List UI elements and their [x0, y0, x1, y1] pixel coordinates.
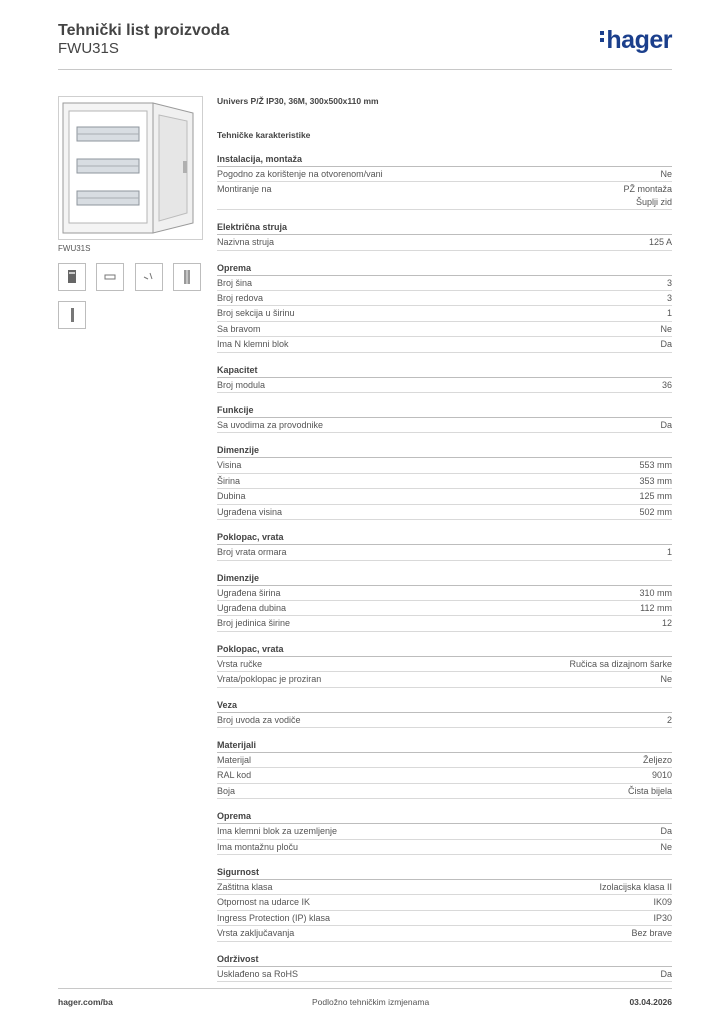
spec-row — [217, 840, 672, 855]
spec-label: Sa bravom — [217, 323, 261, 334]
spec-value: Željezo — [642, 754, 672, 765]
spec-row — [217, 911, 672, 926]
hager-logo — [600, 26, 672, 55]
spec-label: Ugrađena dubina — [217, 602, 287, 613]
spec-label: Broj vrata ormara — [217, 547, 287, 558]
spec-group — [217, 443, 672, 520]
spec-value: 502 mm — [639, 506, 672, 517]
spec-label: Broj redova — [217, 293, 264, 304]
spec-row — [217, 713, 672, 728]
spec-row — [217, 291, 672, 306]
spec-group — [217, 738, 672, 799]
group-title: Veza — [217, 698, 672, 713]
spec-row — [217, 182, 672, 210]
spec-row — [217, 378, 672, 393]
spec-row — [217, 545, 672, 560]
side-view-icon[interactable] — [96, 263, 124, 291]
spec-label: Širina — [217, 475, 241, 486]
spec-row — [217, 235, 672, 250]
spec-label: Ingress Protection (IP) klasa — [217, 912, 331, 923]
spec-row — [217, 586, 672, 601]
spec-value: Ručica sa dizajnom šarke — [569, 658, 672, 669]
spec-group — [217, 403, 672, 433]
spec-label: Ugrađena visina — [217, 506, 283, 517]
spec-row — [217, 657, 672, 672]
spec-row — [217, 276, 672, 291]
group-title: Dimenzije — [217, 443, 672, 458]
spec-label: Broj uvoda za vodiče — [217, 714, 301, 725]
spec-value: Čista bijela — [627, 785, 672, 796]
group-title: Kapacitet — [217, 363, 672, 378]
spec-group — [217, 152, 672, 210]
spec-value: 1 — [666, 308, 672, 319]
spec-label: Montiranje na — [217, 184, 272, 195]
spec-row — [217, 505, 672, 520]
spec-value: Ne — [660, 169, 672, 179]
spec-value: Da — [660, 826, 672, 837]
group-title: Održivost — [217, 952, 672, 967]
spec-row — [217, 322, 672, 337]
spec-label: Ugrađena širina — [217, 587, 281, 598]
spec-row — [217, 306, 672, 321]
spec-value: 353 mm — [639, 475, 672, 486]
spec-row — [217, 967, 672, 982]
spec-label: Dubina — [217, 491, 246, 502]
spec-content — [217, 92, 672, 982]
spec-group — [217, 809, 672, 855]
spec-label: Broj modula — [217, 379, 266, 390]
spec-label: Sa uvodima za provodnike — [217, 420, 324, 431]
group-title: Oprema — [217, 261, 672, 276]
spec-row — [217, 167, 672, 182]
product-code: FWU31S — [58, 40, 119, 57]
cabinet-illustration — [59, 97, 202, 239]
footer-divider — [58, 988, 672, 989]
detail-icon[interactable] — [58, 301, 86, 329]
spec-label: Otpornost na udarce IK — [217, 897, 311, 908]
spec-groups — [217, 152, 672, 982]
spec-label: Ima montažnu ploču — [217, 841, 299, 852]
group-title: Materijali — [217, 738, 672, 753]
group-title: Oprema — [217, 809, 672, 824]
spec-row — [217, 616, 672, 631]
group-title: Dimenzije — [217, 571, 672, 586]
spec-value: 1 — [666, 547, 672, 558]
spec-row — [217, 474, 672, 489]
spec-row — [217, 895, 672, 910]
spec-value: 553 mm — [639, 460, 672, 471]
spec-row — [217, 784, 672, 799]
spec-group — [217, 642, 672, 688]
spec-row — [217, 880, 672, 895]
spec-value: 125 A — [648, 237, 672, 248]
spec-label: Materijal — [217, 754, 252, 765]
spec-value: Da — [660, 420, 672, 431]
group-title: Funkcije — [217, 403, 672, 418]
spec-value: Da — [660, 968, 672, 979]
spec-group — [217, 952, 672, 982]
group-title: Instalacija, montaža — [217, 152, 672, 167]
spec-value: 12 — [661, 618, 672, 629]
spec-group — [217, 220, 672, 250]
group-title: Sigurnost — [217, 865, 672, 880]
spec-value: IK09 — [653, 897, 672, 908]
spec-value: IP30 — [653, 912, 672, 923]
spec-value: 125 mm — [639, 491, 672, 502]
spec-row — [217, 768, 672, 783]
spec-value: 36 — [661, 379, 672, 390]
spec-label: RAL kod — [217, 770, 252, 781]
spec-label: Usklađeno sa RoHS — [217, 968, 299, 979]
page-title: Tehnički list proizvoda — [58, 22, 230, 39]
spec-group — [217, 571, 672, 632]
spec-row — [217, 926, 672, 941]
spec-row — [217, 489, 672, 504]
spec-value: 3 — [666, 293, 672, 304]
spec-value: 112 mm — [640, 602, 672, 613]
group-title: Poklopac, vrata — [217, 642, 672, 657]
image-caption: FWU31S — [58, 244, 91, 253]
spec-label: Nazivna struja — [217, 237, 275, 248]
spec-group — [217, 363, 672, 393]
spec-group — [217, 530, 672, 560]
spec-label: Vrata/poklopac je proziran — [217, 674, 322, 685]
spec-value: Da — [660, 339, 672, 350]
spec-label: Ima N klemni blok — [217, 339, 289, 350]
spec-value: Ne — [660, 323, 672, 334]
header-divider — [58, 69, 672, 70]
spec-label: Broj jedinica širine — [217, 618, 291, 629]
spec-label: Ima klemni blok za uzemljenje — [217, 826, 338, 837]
spec-value: PŽ montaža Šuplji zid — [623, 184, 672, 207]
spec-label: Pogodno za korištenje na otvorenom/vani — [217, 169, 383, 179]
spec-value: Ne — [660, 841, 672, 852]
spec-value: Ne — [660, 674, 672, 685]
spec-row — [217, 601, 672, 616]
characteristics-heading: Tehničke karakteristike — [217, 130, 311, 140]
spec-group — [217, 865, 672, 942]
footer-website: hager.com/ba — [58, 997, 113, 1007]
spec-label: Boja — [217, 785, 236, 796]
spec-row — [217, 458, 672, 473]
group-title: Električna struja — [217, 220, 672, 235]
footer-date: 03.04.2026 — [629, 997, 672, 1007]
spec-value: 310 mm — [639, 587, 672, 598]
spec-label: Zaštitna klasa — [217, 881, 273, 892]
spec-value: 9010 — [651, 770, 672, 781]
logo-text: hager — [606, 26, 672, 54]
spec-label: Vrsta ručke — [217, 658, 263, 669]
spec-value: Izolacijska klasa II — [599, 881, 672, 892]
spec-group — [217, 261, 672, 353]
spec-group — [217, 698, 672, 728]
spec-row — [217, 753, 672, 768]
spec-label: Vrsta zaključavanja — [217, 928, 295, 939]
footer-disclaimer: Podložno tehničkim izmjenama — [312, 997, 430, 1007]
spec-value: 3 — [666, 277, 672, 288]
spec-label: Broj šina — [217, 277, 253, 288]
spec-label: Broj sekcija u širinu — [217, 308, 295, 319]
spec-row — [217, 672, 672, 687]
spec-value: 2 — [666, 714, 672, 725]
front-view-icon[interactable] — [58, 263, 86, 291]
spec-value: Bez brave — [631, 928, 672, 939]
spec-row — [217, 418, 672, 433]
product-image[interactable] — [58, 96, 203, 240]
group-title: Poklopac, vrata — [217, 530, 672, 545]
product-description: Univers P/Ž IP30, 36M, 300x500x110 mm — [217, 96, 379, 106]
drawing-icon[interactable] — [173, 263, 201, 291]
spec-row — [217, 824, 672, 839]
mounting-icon[interactable] — [135, 263, 163, 291]
spec-label: Visina — [217, 460, 242, 471]
spec-row — [217, 337, 672, 352]
